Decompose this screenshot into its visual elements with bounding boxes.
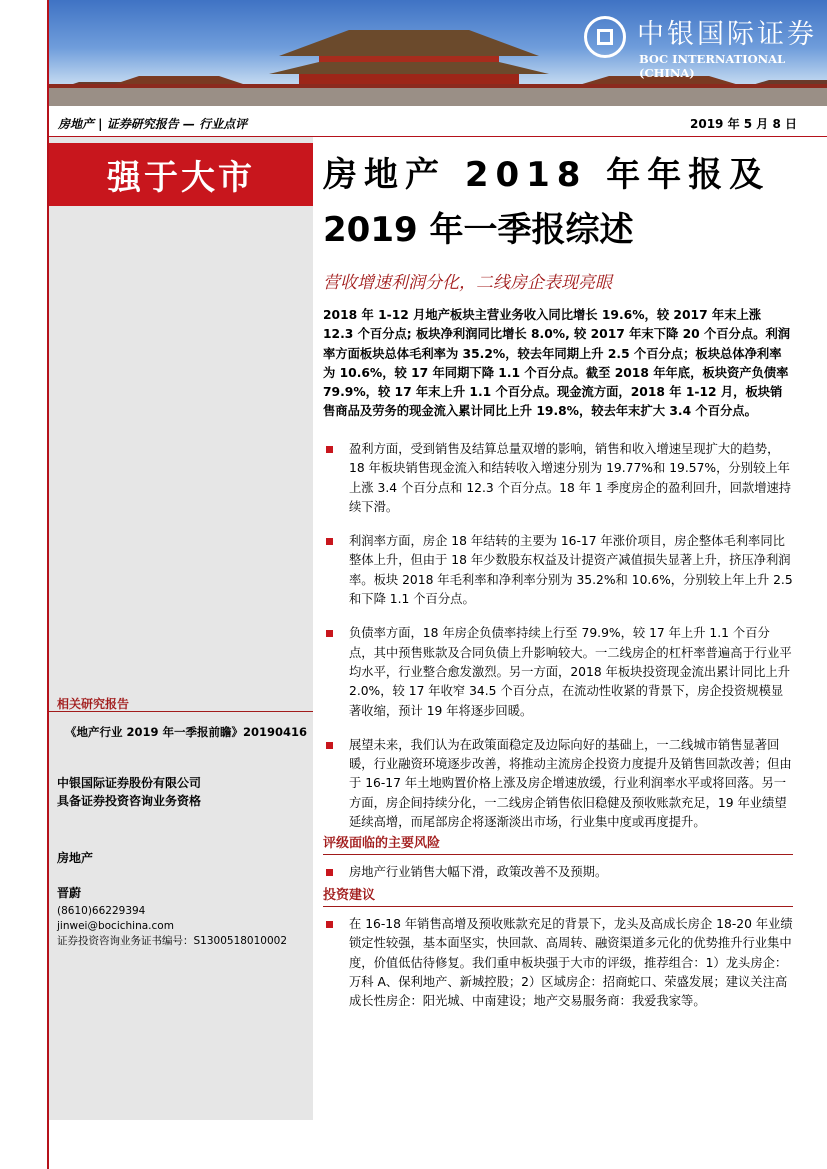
company-info [57,774,201,810]
logo-english: BOC INTERNATIONAL (CHINA) [639,52,786,80]
left-sidebar [49,137,313,1120]
analyst-name: 晋蔚 [57,886,82,900]
summary-paragraph: 2018 年 1-12 月地产板块主营业务收入同比增长 19.6%，较 2017 年末上涨 12.3 个百分点; 板块净利润同比增长 8.0%, 较 2017 年末下降 20 个百分点。利润率方面板块总体毛利率为 35.2%，较去年同期上升 2.5 个百分点；板块总体净利率为 10.6%，较 17 年同期下降 1.1 个百分点。截至 2018 年年底，板块资产负债率 79.9%，较 17 年末上升 1.1 个百分点。现金流方面，2018 年 1-12 月，板块销售商品及劳务的现金流入累计同比上升 19.8%，较去年末扩大 3.4 个百分点。 [323,308,791,419]
analyst-contact [57,904,287,949]
company-name: 中银国际证券股份有限公司 [57,776,202,790]
courtyard-ground [49,88,827,106]
logo-chinese: 中银国际证券 [637,19,817,50]
title-line-1: 房地产 2018 年年报及 [323,155,771,195]
risk-section [323,832,793,882]
company-license: 具备证券投资咨询业务资格 [57,794,202,808]
risk-heading: 评级面临的主要风险 [323,836,441,851]
key-points-list [323,440,793,832]
advice-text: 在 16-18 年销售高增及预收账款充足的背景下，龙头及高成长房企 18-20 年业绩锁定性较强，基本面坚实，快回款、高周转、融资渠道多元化的优势推升行业集中度，价值低估待修复。我们重申板块强于大市的评级，推荐组合：1）龙头房企：万科 A、保利地产、新城控股；2）区域房企：招商蛇口、荣盛发展；建议关注高成长性房企：阳光城、中南建设；地产交易服务商：我爱我家等。 [323,915,793,1011]
advice-rule [323,906,793,907]
subtitle: 营收增速利润分化，二线房企表现亮眼 [323,273,612,293]
advice-heading: 投资建议 [323,888,376,903]
risk-text: 房地产行业销售大幅下滑，政策改善不及预期。 [323,863,793,882]
advice-section [323,884,793,1011]
industry-label: 房地产 [57,851,94,865]
risk-rule [323,854,793,855]
main-roof-top [279,30,539,56]
page-title [323,148,793,258]
related-rule [49,711,313,712]
bullet-margin: 利润率方面，房企 18 年结转的主要为 16-17 年涨价项目，房企整体毛利率同比整体上升，但由于 18 年少数股东权益及计提资产减值损失显著上升，挤压净利润率。板块 2018 年毛利率和净利率分别为 35.2%和 10.6%，分别较上年上升 2.5 和下降 1.1 个百分点。 [323,532,793,609]
bullet-leverage: 负债率方面，18 年房企负债率持续上行至 79.9%，较 17 年上升 1.1 个百分点，其中预售账款及合同负债上升影响较大。一二线房企的杠杆率普遍高于行业平均水平，行业整合愈发激烈。另一方面，2018 年板块投资现金流出累计同比上升 2.0%，较 17 年收窄 34.5 个百分点，在流动性收紧的背景下，房企投资规模显著收缩，预计 19 年将逐步回暖。 [323,624,793,720]
report-date: 2019 年 5 月 8 日 [690,117,797,131]
header-banner [49,0,827,106]
analyst-email[interactable]: jinwei@bocichina.com [57,920,174,932]
analyst-license: 证券投资咨询业务证书编号：S1300518010002 [57,935,288,947]
related-report-link[interactable]: 《地产行业 2019 年一季报前瞻》20190416 [65,725,308,739]
rating-text: 强于大市 [107,158,255,198]
breadcrumb: 房地产 | 证券研究报告 — 行业点评 [58,117,248,131]
analyst-phone: (8610)66229394 [57,905,146,917]
title-line-2: 2019 年一季报综述 [323,210,634,250]
bullet-profit: 盈利方面，受到销售及结算总量双增的影响，销售和收入增速呈现扩大的趋势，18 年板块销售现金流入和结转收入增速分别为 19.77%和 19.57%，分别较上年上涨 3.4 个百分点和 12.3 个百分点。18 年 1 季度房企的盈利回升，回款增速持续下滑。 [323,440,793,517]
bullet-outlook: 展望未来，我们认为在政策面稳定及边际向好的基础上，一二线城市销售显著回暖，行业融资环境逐步改善，将推动主流房企投资力度提升及销售回款改善；但由于 16-17 年土地购置价格上涨及房企增速放缓，行业利润率水平或将回落。另一方面，房企间持续分化，一二线房企销售依旧稳健及预收账款充足，19 年业绩望延续高增，而尾部房企将逐渐淡出市场，行业集中度或再度提升。 [323,736,793,832]
left-margin [0,0,47,1169]
related-reports-heading: 相关研究报告 [57,697,130,711]
boc-logo-icon [584,16,626,58]
main-roof-lower [269,62,549,74]
